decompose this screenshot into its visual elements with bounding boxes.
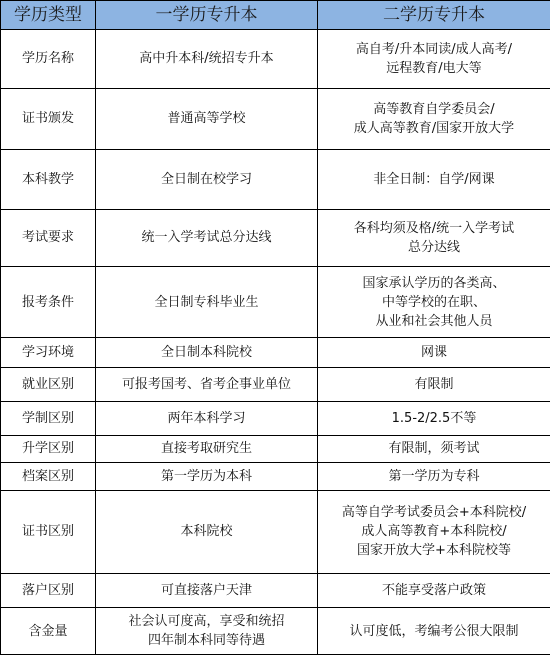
row-label: 报考条件 [1,267,96,338]
first-degree-cell: 高中升本科/统招专升本 [96,30,318,89]
second-degree-cell: 非全日制：自学/网课 [318,149,550,209]
table-row [1,149,550,209]
first-degree-cell: 社会认可度高，享受和统招 四年制本科同等待遇 [96,608,318,655]
first-degree-cell: 第一学历为本科 [96,463,318,490]
second-degree-cell: 网课 [318,338,550,367]
second-degree-cell: 有限制 [318,367,550,401]
table-row [1,435,550,462]
header-second-degree: 二学历专升本 [318,1,550,30]
table-row [1,88,550,149]
header-row [1,1,550,30]
second-degree-cell: 高等教育自学委员会/ 成人高等教育/国家开放大学 [318,88,550,149]
second-degree-cell: 高等自学考试委员会+本科院校/ 成人高等教育+本科院校/ 国家开放大学+本科院校等 [318,490,550,573]
table-row [1,608,550,655]
header-education-type: 学历类型 [1,1,96,30]
row-label: 含金量 [1,608,96,655]
row-label: 档案区别 [1,463,96,490]
second-degree-cell: 第一学历为专科 [318,463,550,490]
first-degree-cell: 直接考取研究生 [96,435,318,462]
row-label: 学制区别 [1,402,96,435]
second-degree-cell: 不能享受落户政策 [318,573,550,607]
first-degree-cell: 两年本科学习 [96,402,318,435]
row-label: 证书区别 [1,490,96,573]
row-label: 证书颁发 [1,88,96,149]
row-label: 学习环境 [1,338,96,367]
second-degree-cell: 国家承认学历的各类高、 中等学校的在职、 从业和社会其他人员 [318,267,550,338]
table-row [1,209,550,267]
second-degree-cell: 1.5-2/2.5不等 [318,402,550,435]
table-row [1,30,550,89]
header-first-degree: 一学历专升本 [96,1,318,30]
row-label: 就业区别 [1,367,96,401]
row-label: 考试要求 [1,209,96,267]
row-label: 本科教学 [1,149,96,209]
table-row [1,267,550,338]
row-label: 升学区别 [1,435,96,462]
table-row [1,573,550,607]
second-degree-cell: 认可度低，考编考公很大限制 [318,608,550,655]
row-label: 学历名称 [1,30,96,89]
first-degree-cell: 统一入学考试总分达线 [96,209,318,267]
first-degree-cell: 全日制在校学习 [96,149,318,209]
first-degree-cell: 可直接落户天津 [96,573,318,607]
table-row [1,367,550,401]
row-label: 落户区别 [1,573,96,607]
second-degree-cell: 各科均须及格/统一入学考试 总分达线 [318,209,550,267]
table-row [1,338,550,367]
first-degree-cell: 全日制本科院校 [96,338,318,367]
first-degree-cell: 可报考国考、省考企事业单位 [96,367,318,401]
table-row [1,402,550,435]
first-degree-cell: 本科院校 [96,490,318,573]
first-degree-cell: 全日制专科毕业生 [96,267,318,338]
first-degree-cell: 普通高等学校 [96,88,318,149]
second-degree-cell: 高自考/升本同读/成人高考/ 远程教育/电大等 [318,30,550,89]
second-degree-cell: 有限制，须考试 [318,435,550,462]
table-row [1,490,550,573]
table-row [1,463,550,490]
